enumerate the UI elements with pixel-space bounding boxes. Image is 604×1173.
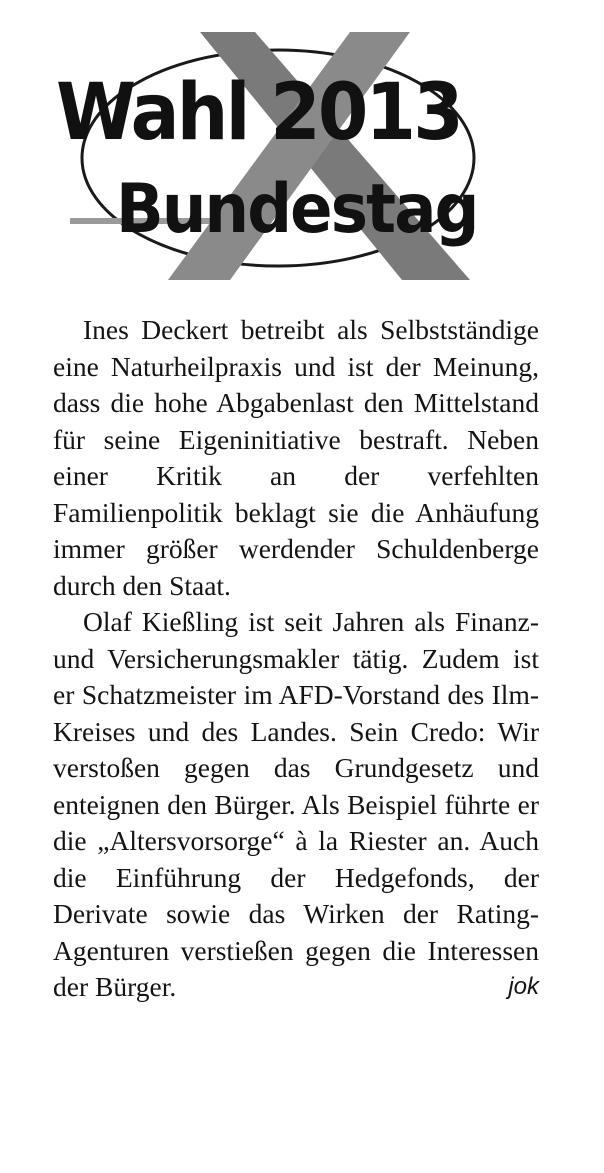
article-paragraph-2-text: Olaf Kießling ist seit Jahren als Finanz- und Versicherungsmakler tätig. Zudem ist er Schatzmeister im AFD-Vorstand des Ilm-Kreises und des Landes. Sein Credo: Wir verstoßen gegen das Grundgesetz und enteignen den Bürger. Als Beispiel führte er die „Altersvorsorge“ à la Riester an. Auch die Einführung der Hedgefonds, der Derivate sowie das Wirken der Rating-Agenturen verstießen gegen die Interessen der Bürger. [53, 606, 539, 1002]
ballot-cross-icon [50, 28, 510, 288]
election-logo [50, 28, 510, 288]
logo-subtitle: Bundestag [116, 170, 478, 249]
article-paragraph-2 [53, 604, 539, 1006]
logo-title: Wahl 2013 [56, 68, 461, 158]
article-paragraph-1: Ines Deckert betreibt als Selbstständige eine Naturheilpraxis und ist der Meinung, dass die hohe Abgabenlast den Mittelstand für seine Eigeninitiative bestraft. Neben einer Kritik an der verfehlten Familienpolitik beklagt sie die Anhäufung immer größer werdender Schuldenberge durch den Staat. [53, 314, 539, 601]
author-initials: jok [508, 973, 539, 1000]
article-body [53, 312, 539, 1006]
